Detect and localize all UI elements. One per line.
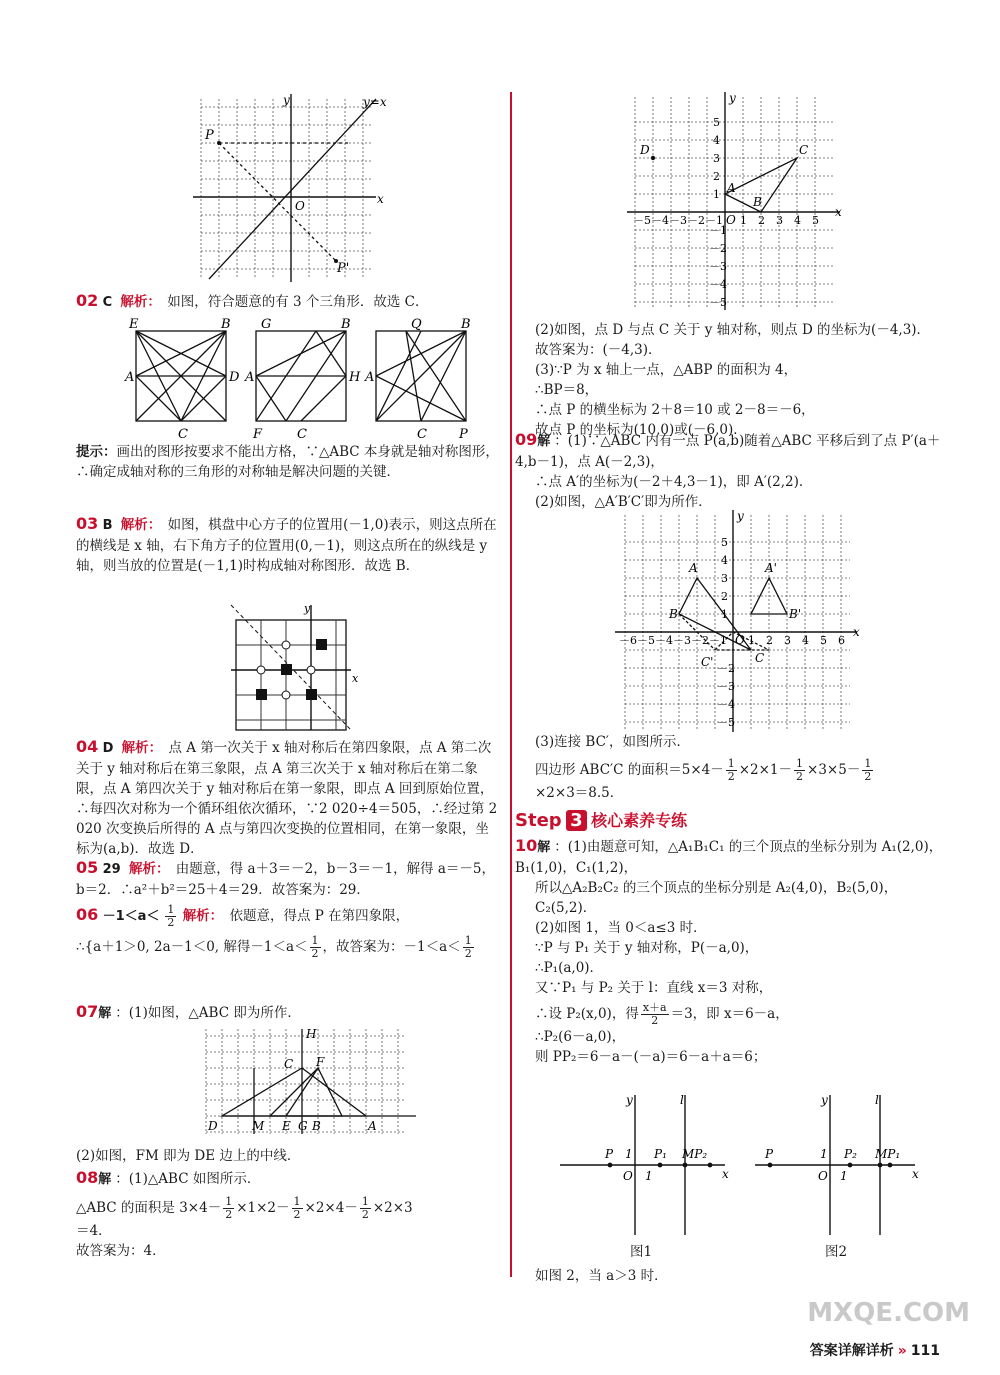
q07-part2 xyxy=(76,1146,501,1166)
page-footer xyxy=(810,1340,940,1360)
svg-text:l: l xyxy=(680,1093,684,1107)
svg-text:y: y xyxy=(283,94,290,107)
svg-text:－5: －5 xyxy=(637,634,655,647)
svg-text:4: 4 xyxy=(713,134,720,147)
svg-text:A: A xyxy=(368,1119,377,1133)
question-number: 02 xyxy=(76,291,99,310)
svg-text:x: x xyxy=(912,1167,919,1181)
fraction-num: 1 xyxy=(796,757,804,770)
svg-text:－6: －6 xyxy=(619,634,637,647)
figure-caption-2: 图2 xyxy=(825,1244,848,1260)
svg-text:－4: －4 xyxy=(651,214,669,227)
svg-text:C: C xyxy=(178,427,188,442)
q09-part3 xyxy=(535,732,945,803)
figure-coordinate-abc xyxy=(625,92,855,317)
svg-text:O: O xyxy=(726,213,736,227)
svg-text:B': B' xyxy=(789,607,802,621)
hint-label: 提示： xyxy=(76,444,117,460)
svg-text:l: l xyxy=(875,1093,879,1107)
svg-text:MP₂: MP₂ xyxy=(682,1147,708,1161)
solution-text: 如图 2，当 a＞3 时． xyxy=(535,1268,668,1284)
svg-text:F: F xyxy=(316,1055,325,1069)
arrow-icon: » xyxy=(897,1343,907,1359)
svg-text:A: A xyxy=(245,370,255,385)
svg-text:－4: －4 xyxy=(717,698,735,711)
area-formula: ×1×2－ xyxy=(236,1200,290,1216)
area-formula: △ABC 的面积是 3×4－ xyxy=(76,1200,222,1216)
svg-text:E: E xyxy=(129,317,139,332)
svg-text:4: 4 xyxy=(794,214,801,227)
svg-text:A: A xyxy=(125,370,135,385)
analysis-text: 如图，棋盘中心方子的位置用(－1,0)表示，则这点所在的横线是 x 轴，右下角方子的位置用(0,－1)，则这点所在的纵线是 y 轴，则当放的位置是(－1,1)时构成轴对称图形．故选 B． xyxy=(76,517,497,574)
svg-text:P: P xyxy=(605,1147,614,1161)
page-number: 111 xyxy=(910,1343,940,1359)
fraction-den: 2 xyxy=(727,770,735,783)
svg-text:C': C' xyxy=(701,655,714,669)
svg-text:y: y xyxy=(304,602,311,615)
solution-text: ∴P₂(6－a,0)， xyxy=(535,1029,626,1045)
svg-text:P': P' xyxy=(337,261,350,276)
svg-text:C: C xyxy=(417,427,427,442)
fraction-den: 2 xyxy=(167,916,175,929)
svg-text:A': A' xyxy=(765,561,777,575)
svg-text:－3: －3 xyxy=(673,634,691,647)
fraction-den: 2 xyxy=(293,1208,301,1221)
solution-text: 所以△A₂B₂C₂ 的三个顶点的坐标分别是 A₂(4,0)，B₂(5,0)，C₂(5,2)． xyxy=(535,880,898,916)
solution-text: ：(1)如图，△ABC 即为所作． xyxy=(115,1005,301,1021)
figure-triangle-median xyxy=(196,1024,416,1144)
question-number: 06 xyxy=(76,905,99,924)
svg-text:B: B xyxy=(341,317,351,332)
svg-text:－3: －3 xyxy=(669,214,687,227)
analysis-label: 解析： xyxy=(120,294,161,310)
q08-answer xyxy=(76,1168,501,1190)
solution-label: 解 xyxy=(537,434,551,449)
area-formula: ×2×3 xyxy=(372,1200,413,1216)
svg-text:P: P xyxy=(459,427,468,442)
fraction-num: x＋a xyxy=(642,1001,667,1014)
area-result: ×2×3＝8.5． xyxy=(535,785,624,801)
analysis-text: 依题意，得点 P 在第四象限， xyxy=(229,908,410,924)
svg-text:M: M xyxy=(252,1119,265,1133)
svg-text:P: P xyxy=(205,128,214,143)
solution-text: ∵P 与 P₁ 关于 y 轴对称，P(－a,0)， xyxy=(535,940,759,956)
area-formula: 四边形 ABC′C 的面积＝5×4－ xyxy=(535,762,724,778)
solution-text: 故答案为：(－4,3)． xyxy=(535,342,662,358)
fraction-den: 2 xyxy=(361,1208,369,1221)
svg-text:1: 1 xyxy=(820,1147,828,1161)
solution-text: 解得－1＜a＜ xyxy=(223,939,308,955)
solution-text: (2)如图，点 D 与点 C 关于 y 轴对称，则点 D 的坐标为(－4,3)． xyxy=(535,322,931,338)
svg-text:x: x xyxy=(722,1167,729,1181)
solution-text: ：(1)∵△ABC 内有一点 P(a,b)随着△ABC 平移后到了点 P′(a＋4,b－1)，点 A(－2,3)， xyxy=(515,433,941,470)
fraction-num: 1 xyxy=(727,757,735,770)
fraction-num: 1 xyxy=(464,934,472,947)
svg-text:5: 5 xyxy=(721,536,728,549)
svg-text:A: A xyxy=(727,181,736,195)
answer-value: －1＜a＜ xyxy=(102,909,160,924)
analysis-text: 如图，符合题意的有 3 个三角形．故选 C． xyxy=(167,294,429,310)
question-number: 03 xyxy=(76,514,99,533)
svg-text:MP₁: MP₁ xyxy=(875,1147,901,1161)
svg-text:－2: －2 xyxy=(717,662,735,675)
svg-text:G: G xyxy=(261,317,272,332)
solution-text: ∴设 P₂(x,0)，得 xyxy=(535,1006,639,1022)
figure-squares xyxy=(121,316,481,446)
fraction-den: 2 xyxy=(464,947,472,960)
solution-text: (2)如图 1，当 0＜a≤3 时． xyxy=(535,920,707,936)
svg-text:B: B xyxy=(461,317,471,332)
svg-text:－1: －1 xyxy=(709,224,727,237)
q07-answer xyxy=(76,1002,501,1024)
fraction-num: 1 xyxy=(361,1195,369,1208)
svg-text:B: B xyxy=(669,607,678,621)
step-label: Step xyxy=(515,810,562,831)
svg-text:1: 1 xyxy=(740,214,747,227)
solution-text: (3)∵P 为 x 轴上一点，△ABP 的面积为 4， xyxy=(535,362,798,378)
question-number: 08 xyxy=(76,1168,99,1187)
figure-caption-1: 图1 xyxy=(630,1244,653,1260)
svg-text:F: F xyxy=(253,427,263,442)
svg-text:1: 1 xyxy=(645,1169,653,1183)
svg-text:1: 1 xyxy=(721,608,728,621)
q03-answer xyxy=(76,514,501,576)
svg-text:－2: －2 xyxy=(687,214,705,227)
svg-text:H: H xyxy=(306,1027,317,1041)
fraction-num: 1 xyxy=(167,903,175,916)
analysis-label: 解析： xyxy=(128,861,170,877)
question-number: 04 xyxy=(76,737,99,756)
q02-hint xyxy=(76,442,501,482)
answer-choice: B xyxy=(102,518,113,533)
q04-answer xyxy=(76,737,501,859)
svg-text:6: 6 xyxy=(838,634,845,647)
svg-text:－2: －2 xyxy=(709,242,727,255)
svg-text:－3: －3 xyxy=(709,260,727,273)
svg-text:O: O xyxy=(295,199,305,213)
svg-text:5: 5 xyxy=(820,634,827,647)
question-number: 10 xyxy=(515,836,538,855)
solution-text: 则 PP₂＝6－a－(－a)＝6－a＋a＝6； xyxy=(535,1049,767,1065)
hint-text: 画出的图形按要求不能出方格，∵△ABC 本身就是轴对称图形，∴确定成轴对称的三角形的对称轴是解决问题的关键． xyxy=(76,444,499,480)
question-number: 07 xyxy=(76,1002,99,1021)
svg-text:C: C xyxy=(284,1057,294,1071)
solution-text: ∴P₁(a,0)． xyxy=(535,960,604,976)
svg-text:O: O xyxy=(623,1169,633,1183)
svg-text:－5: －5 xyxy=(717,716,735,729)
solution-text: 故点 P 的坐标为(10,0)或(－6,0)． xyxy=(535,422,747,438)
fraction-den: 2 xyxy=(311,947,319,960)
analysis-label: 解析： xyxy=(182,908,224,924)
figure-translation xyxy=(605,510,865,740)
svg-text:x: x xyxy=(352,672,359,685)
solution-text: ：(1)由题意可知，△A₁B₁C₁ 的三个顶点的坐标分别为 A₁(2,0)，B₁(1,0)，C₁(1,2)， xyxy=(515,839,943,876)
section-header xyxy=(515,808,687,831)
svg-text:5: 5 xyxy=(713,116,720,129)
question-number: 09 xyxy=(515,430,538,449)
figure-chessboard xyxy=(226,600,366,735)
section-title: 核心素养专练 xyxy=(591,811,688,830)
svg-text:y: y xyxy=(729,92,736,105)
area-formula: ×3×5－ xyxy=(807,762,861,778)
q06-answer xyxy=(76,904,501,960)
q08-area xyxy=(76,1196,506,1261)
watermark: MXQE.COM xyxy=(807,1298,970,1328)
svg-text:x: x xyxy=(853,625,860,639)
svg-text:C: C xyxy=(297,427,307,442)
fraction-num: 1 xyxy=(225,1195,233,1208)
analysis-text: 由题意，得 a＋3＝－2，b－3＝－1，解得 a＝－5，b＝2．∴a²＋b²＝25＋4＝29．故答案为：29． xyxy=(76,861,496,898)
svg-text:－5: －5 xyxy=(709,296,727,309)
solution-text: (3)连接 BC′，如图所示． xyxy=(535,734,690,750)
solution-text: (2)如图，△A′B′C′即为所作． xyxy=(535,494,712,510)
inequality-system: ∴{a＋1＞0, 2a－1＜0, xyxy=(76,939,220,955)
svg-text:3: 3 xyxy=(721,572,728,585)
fraction-num: 1 xyxy=(864,757,872,770)
svg-text:3: 3 xyxy=(776,214,783,227)
svg-text:E: E xyxy=(282,1119,291,1133)
fraction-num: 1 xyxy=(293,1195,301,1208)
q02-answer xyxy=(76,291,501,313)
q10-answer xyxy=(515,836,945,1067)
solution-text: ∴点 P 的横坐标为 2＋8＝10 或 2－8＝－6， xyxy=(535,402,815,418)
solution-label: 解 xyxy=(98,1006,112,1021)
question-number: 05 xyxy=(76,858,99,877)
area-formula: ×2×4－ xyxy=(304,1200,358,1216)
column-divider xyxy=(510,92,512,1277)
svg-text:4: 4 xyxy=(802,634,809,647)
svg-text:4: 4 xyxy=(721,554,728,567)
svg-text:B: B xyxy=(753,195,762,209)
svg-text:2: 2 xyxy=(721,590,728,603)
svg-text:D: D xyxy=(229,370,240,385)
svg-text:D: D xyxy=(208,1119,218,1133)
solution-text: ∴点 A′的坐标为(－2＋4,3－1)，即 A′(2,2)． xyxy=(535,474,813,490)
svg-text:2: 2 xyxy=(758,214,765,227)
fraction-den: 2 xyxy=(796,770,804,783)
svg-text:x: x xyxy=(835,205,842,219)
q08-part2 xyxy=(535,320,945,440)
svg-text:G: G xyxy=(298,1119,308,1133)
fraction-den: 2 xyxy=(864,770,872,783)
footer-label: 答案详解详析 xyxy=(809,1343,894,1359)
solution-text: ＝3，即 x＝6－a， xyxy=(670,1006,789,1022)
answer-choice: D xyxy=(102,741,114,756)
analysis-label: 解析： xyxy=(121,740,163,756)
line-label: y=x xyxy=(363,95,387,109)
fraction-den: 2 xyxy=(651,1014,659,1027)
figure-reflection-axes xyxy=(550,1090,930,1240)
svg-text:y: y xyxy=(821,1093,828,1107)
svg-text:A: A xyxy=(689,561,698,575)
fraction-den: 2 xyxy=(225,1208,233,1221)
svg-text:C: C xyxy=(755,651,765,665)
q05-answer xyxy=(76,858,501,900)
svg-text:B: B xyxy=(221,317,231,332)
svg-text:P₁: P₁ xyxy=(654,1147,667,1161)
svg-text:Q: Q xyxy=(411,317,422,332)
svg-text:5: 5 xyxy=(812,214,819,227)
svg-text:2: 2 xyxy=(713,170,720,183)
svg-text:3: 3 xyxy=(784,634,791,647)
svg-text:H: H xyxy=(349,370,361,385)
svg-text:－4: －4 xyxy=(655,634,673,647)
svg-text:－3: －3 xyxy=(717,680,735,693)
svg-text:y: y xyxy=(737,510,744,523)
svg-text:P: P xyxy=(765,1147,774,1161)
solution-text: ∴BP＝8， xyxy=(535,382,599,398)
fraction-num: 1 xyxy=(311,934,319,947)
svg-text:2: 2 xyxy=(766,634,773,647)
svg-text:1: 1 xyxy=(840,1169,848,1183)
svg-text:y: y xyxy=(626,1093,633,1107)
answer-choice: C xyxy=(102,295,113,310)
svg-text:－5: －5 xyxy=(633,214,651,227)
solution-label: 解 xyxy=(537,840,551,855)
solution-text: ：(1)△ABC 如图所示． xyxy=(115,1171,261,1187)
svg-text:1: 1 xyxy=(748,634,755,647)
svg-text:－4: －4 xyxy=(709,278,727,291)
svg-text:－1: －1 xyxy=(709,634,727,647)
svg-text:1: 1 xyxy=(625,1147,633,1161)
svg-text:O: O xyxy=(818,1169,828,1183)
area-formula: ×2×1－ xyxy=(738,762,793,778)
svg-text:D: D xyxy=(640,143,650,157)
svg-text:－2: －2 xyxy=(691,634,709,647)
solution-text: 又∵P₁ 与 P₂ 关于 l：直线 x＝3 对称， xyxy=(535,980,773,996)
svg-text:O: O xyxy=(735,633,745,647)
solution-text: (2)如图，FM 即为 DE 边上的中线． xyxy=(76,1148,301,1164)
svg-text:B: B xyxy=(312,1119,321,1133)
area-result: ＝4． xyxy=(76,1223,112,1239)
svg-text:x: x xyxy=(377,192,384,206)
svg-text:P₂: P₂ xyxy=(844,1147,857,1161)
answer-value: 29 xyxy=(102,862,121,877)
svg-text:－1: －1 xyxy=(705,214,723,227)
svg-text:1: 1 xyxy=(713,188,720,201)
solution-label: 解 xyxy=(98,1172,112,1187)
step-number: 3 xyxy=(566,810,587,831)
solution-text: ，故答案为：－1＜a＜ xyxy=(322,939,461,955)
svg-text:3: 3 xyxy=(713,152,720,165)
svg-text:A: A xyxy=(365,370,375,385)
answer-text: 故答案为：4． xyxy=(76,1243,166,1259)
svg-text:C: C xyxy=(799,143,809,157)
q09-answer xyxy=(515,430,945,512)
figure-reflection-grid xyxy=(191,94,391,284)
analysis-label: 解析： xyxy=(120,517,162,533)
analysis-text: 点 A 第一次关于 x 轴对称后在第四象限，点 A 第二次关于 y 轴对称后在第三象限，点 A 第三次关于 x 轴对称后在第二象限，点 A 第四次关于 y 轴对称后在第一象限，即点 A 回到原始位置，∴每四次对称为一个循环组依次循环，∵2 020÷4＝505，∴经过第 2 020 次变换后所得的 A 点与第四次变换的位置相同，在第一象限，坐标为(a,b)．故选 D． xyxy=(76,740,498,857)
